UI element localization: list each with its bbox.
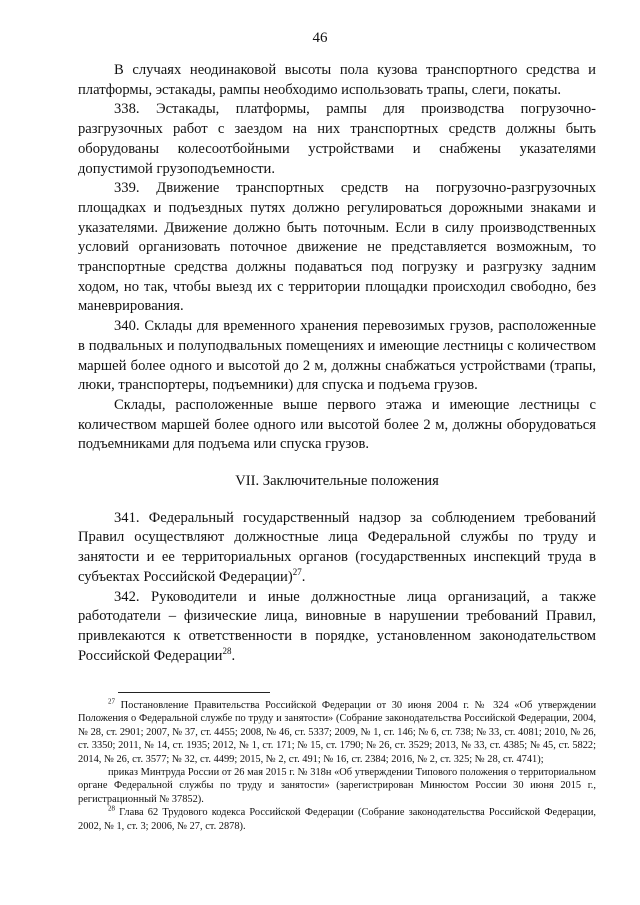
paragraph-339: 339. Движение транспортных средств на погрузочно-разгрузочных площадках и подъездных путях должно регулироваться дорожными знаками и указателями. Движение должно быть поточным. Если в силу производственных условий организовать поточное движение не представляется возможным, то транспортные средства должны подаваться под погрузку и разгрузку задним ходом, но так, чтобы выезд их с территории площадки происходил свободно, без маневрирования. (78, 180, 596, 315)
paragraph-341-text: 341. Федеральный государственный надзор за соблюдением требований Правил осуществляют должностные лица Федеральной службы по труду и занятости и ее территориальных органов (государственных инспекций труда в субъектах Российской Федерации) (78, 509, 596, 585)
footnote-ref-27[interactable]: 27 (292, 567, 302, 578)
body-text (78, 61, 596, 666)
paragraph-342-end: . (231, 647, 236, 664)
paragraph-341 (78, 509, 596, 588)
footnote-27 (78, 699, 596, 766)
paragraph-338: 338. Эстакады, платформы, рампы для производства погрузочно-разгрузочных работ с заездом на них транспортных средств должны быть оборудованы колесоотбойными устройствами и снабжены указателями допустимой грузоподъемности. (78, 101, 596, 177)
paragraph-337-continuation: В случаях неодинаковой высоты пола кузова транспортного средства и платформы, эстакады, рампы необходимо использовать трапы, слеги, покаты. (78, 62, 596, 98)
paragraph-342 (78, 588, 596, 667)
paragraph-342-text: 342. Руководители и иные должностные лица организаций, а также работодатели – физические лица, виновные в нарушении требований Правил, привлекаются к ответственности в порядке, установленном законодательством Российской Федерации (78, 588, 596, 664)
footnote-28-text: Глава 62 Трудового кодекса Российской Федерации (Собрание законодательства Российской Федерации, 2002, № 1, ст. 3; 2006, № 27, ст. 2878). (78, 807, 596, 832)
footnote-28-mark: 28 (108, 804, 115, 813)
paragraph-340-second: Склады, расположенные выше первого этажа и имеющие лестницы с количеством маршей более одного или высотой более 2 м, должны оборудоваться подъемниками для подъема или спуска грузов. (78, 396, 596, 453)
paragraph-340: 340. Склады для временного хранения перевозимых грузов, расположенные в подвальных и полуподвальных помещениях и имеющие лестницы с количеством маршей более одного и высотой до 2 м, должны снабжаться устройствами (трапы, люки, транспортеры, подъемники) для спуска и подъема грузов. (78, 318, 596, 394)
footnote-28 (78, 806, 596, 833)
footnote-27-continuation: приказ Минтруда России от 26 мая 2015 г. № 318н «Об утверждении Типового положения о территориальном органе Федеральной службы по труду и занятости» (зарегистрирован Минюстом России 30 июня 2015 г., регистрационный № 37852). (78, 767, 596, 805)
footnote-27-mark: 27 (108, 697, 115, 706)
footnotes (78, 699, 596, 833)
section-heading: VII. Заключительные положения (235, 473, 439, 490)
footnote-ref-28[interactable]: 28 (222, 645, 232, 656)
footnote-separator (118, 692, 270, 693)
page-number: 46 (312, 30, 328, 46)
paragraph-341-end: . (301, 568, 306, 585)
footnote-27-text: Постановление Правительства Российской Федерации от 30 июня 2004 г. № 324 «Об утверждении Положения о Федеральной службе по труду и занятости» (Собрание законодательства Российской Федерации, 2004, № 28, ст. 2901; 2007, № 37, ст. 4455; 2008, № 46, ст. 5337; 2009, № 1, ст. 146; № 6, ст. 738; № 33, ст. 4081; 2010, № 26, ст. 3350; 2011, № 14, ст. 1935; 2012, № 1, ст. 171; № 15, ст. 1790; № 26, ст. 3529; 2013, № 33, ст. 4385; № 45, ст. 5822; 2014, № 26, ст. 3577; № 32, ст. 4499; 2015, № 2, ст. 491; № 16, ст. 2384; 2016, № 2, ст. 325; № 28, ст. 4741); (78, 700, 596, 765)
